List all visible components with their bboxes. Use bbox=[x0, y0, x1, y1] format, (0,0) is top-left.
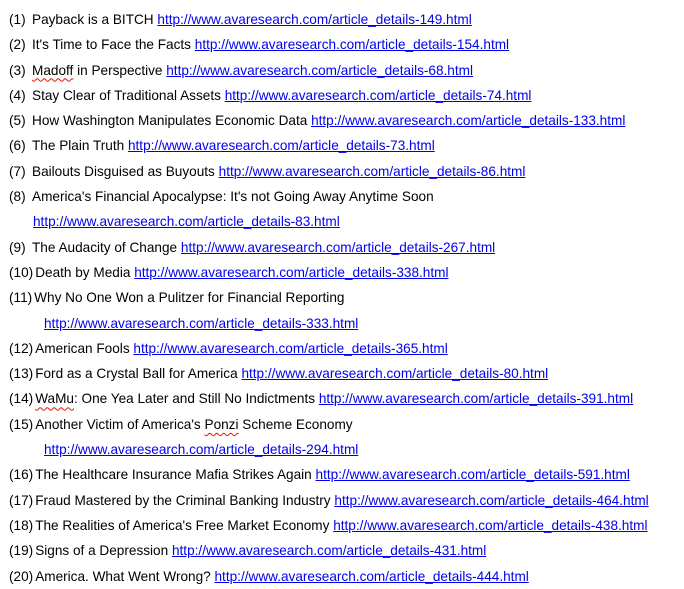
article-title bbox=[34, 290, 344, 305]
title-text: Fraud Mastered by the Criminal Banking Industry bbox=[35, 492, 331, 508]
misspelled-word: Madoff bbox=[32, 62, 74, 78]
title-text: Another Victim of America's bbox=[35, 416, 205, 432]
article-url-row bbox=[9, 311, 684, 336]
article-row bbox=[9, 462, 684, 487]
item-number: (1) bbox=[9, 12, 26, 27]
item-number: (4) bbox=[9, 87, 26, 103]
article-title bbox=[35, 467, 312, 482]
item-number: (7) bbox=[9, 163, 26, 179]
misspelled-word: Ponzi bbox=[204, 416, 239, 432]
item-number: (18) bbox=[9, 517, 34, 533]
article-row bbox=[9, 184, 684, 209]
article-link[interactable]: http://www.avaresearch.com/article_details-438.html bbox=[333, 517, 648, 533]
article-link[interactable]: http://www.avaresearch.com/article_details-338.html bbox=[134, 264, 449, 280]
item-number: (12) bbox=[9, 340, 34, 356]
title-text: Stay Clear of Traditional Assets bbox=[32, 87, 221, 103]
article-row bbox=[9, 58, 684, 83]
article-link[interactable]: http://www.avaresearch.com/article_details-267.html bbox=[180, 239, 496, 255]
article-title bbox=[35, 391, 315, 406]
article-row bbox=[9, 488, 684, 513]
article-link[interactable]: http://www.avaresearch.com/article_details-133.html bbox=[311, 113, 626, 129]
article-row bbox=[9, 83, 684, 108]
article-link[interactable]: http://www.avaresearch.com/article_details-591.html bbox=[315, 467, 630, 483]
article-title bbox=[35, 265, 130, 280]
article-row bbox=[9, 159, 684, 184]
article-link[interactable]: http://www.avaresearch.com/article_details-333.html bbox=[44, 315, 359, 331]
article-link[interactable]: http://www.avaresearch.com/article_details-464.html bbox=[334, 492, 649, 508]
title-text: Signs of a Depression bbox=[35, 543, 169, 559]
item-number: (20) bbox=[9, 568, 34, 584]
item-number: (3) bbox=[9, 62, 26, 78]
article-title bbox=[32, 88, 221, 103]
title-text: The Healthcare Insurance Mafia Strikes Again bbox=[35, 467, 312, 483]
article-title bbox=[32, 138, 124, 153]
title-text: America's Financial Apocalypse: It's not Going Away Anytime Soon bbox=[32, 189, 434, 205]
article-link[interactable]: http://www.avaresearch.com/article_details-365.html bbox=[133, 340, 448, 356]
article-row bbox=[9, 7, 684, 32]
item-number: (9) bbox=[9, 239, 26, 255]
item-number: (17) bbox=[9, 492, 34, 508]
article-row bbox=[9, 564, 684, 589]
title-text: Ford as a Crystal Ball for America bbox=[35, 366, 238, 382]
article-title bbox=[32, 240, 177, 255]
title-text: How Washington Manipulates Economic Data bbox=[32, 113, 308, 129]
article-title bbox=[32, 12, 154, 27]
item-number: (2) bbox=[9, 37, 26, 53]
article-title bbox=[35, 417, 352, 432]
misspelled-word: WaMu bbox=[35, 391, 74, 407]
item-number: (5) bbox=[9, 113, 26, 129]
article-url-row bbox=[9, 437, 684, 462]
title-text: American Fools bbox=[35, 340, 130, 356]
article-row bbox=[9, 32, 684, 57]
title-text: America. What Went Wrong? bbox=[35, 568, 211, 584]
item-number: (11) bbox=[9, 290, 33, 306]
article-link[interactable]: http://www.avaresearch.com/article_details-391.html bbox=[318, 391, 634, 407]
item-number: (6) bbox=[9, 138, 26, 154]
article-title bbox=[35, 493, 330, 508]
article-row bbox=[9, 285, 684, 310]
article-link[interactable]: http://www.avaresearch.com/article_details-73.html bbox=[127, 138, 435, 154]
article-row bbox=[9, 412, 684, 437]
article-row bbox=[9, 235, 684, 260]
article-title bbox=[35, 341, 129, 356]
title-text: The Audacity of Change bbox=[32, 239, 178, 255]
article-row bbox=[9, 513, 684, 538]
title-text: The Plain Truth bbox=[32, 138, 125, 154]
title-text: It's Time to Face the Facts bbox=[32, 37, 191, 53]
title-text: : One Yea Later and Still No Indictments bbox=[73, 391, 316, 407]
article-row bbox=[9, 108, 684, 133]
article-title bbox=[35, 543, 168, 558]
title-text: in Perspective bbox=[73, 62, 163, 78]
article-row bbox=[9, 386, 684, 411]
item-number: (16) bbox=[9, 467, 34, 483]
article-row bbox=[9, 133, 684, 158]
article-link[interactable]: http://www.avaresearch.com/article_details-431.html bbox=[171, 543, 487, 559]
item-number: (8) bbox=[9, 189, 26, 205]
article-title bbox=[32, 164, 215, 179]
item-number: (19) bbox=[9, 543, 34, 559]
title-text: Bailouts Disguised as Buyouts bbox=[32, 163, 215, 179]
article-link[interactable]: http://www.avaresearch.com/article_details-294.html bbox=[44, 442, 359, 458]
article-link[interactable]: http://www.avaresearch.com/article_details-68.html bbox=[166, 62, 473, 78]
article-row bbox=[9, 260, 684, 285]
item-number: (15) bbox=[9, 416, 34, 432]
item-number: (13) bbox=[9, 366, 34, 382]
item-number: (14) bbox=[9, 391, 34, 407]
article-title bbox=[35, 569, 211, 584]
article-title bbox=[32, 113, 307, 128]
title-text: Why No One Won a Pulitzer for Financial Reporting bbox=[34, 290, 345, 306]
article-title bbox=[35, 518, 329, 533]
article-row bbox=[9, 361, 684, 386]
title-text: Death by Media bbox=[35, 264, 131, 280]
article-title bbox=[35, 366, 237, 381]
article-title bbox=[32, 63, 162, 78]
article-link[interactable]: http://www.avaresearch.com/article_details-80.html bbox=[241, 366, 549, 382]
article-link[interactable]: http://www.avaresearch.com/article_details-83.html bbox=[33, 214, 340, 230]
article-link[interactable]: http://www.avaresearch.com/article_details-149.html bbox=[157, 12, 472, 27]
title-text: Payback is a BITCH bbox=[32, 12, 154, 27]
article-link[interactable]: http://www.avaresearch.com/article_details-154.html bbox=[194, 37, 510, 53]
article-row bbox=[9, 538, 684, 563]
article-title bbox=[32, 37, 191, 52]
article-link[interactable]: http://www.avaresearch.com/article_details-444.html bbox=[214, 568, 529, 584]
article-link[interactable]: http://www.avaresearch.com/article_details-86.html bbox=[218, 163, 526, 179]
article-title bbox=[32, 189, 434, 204]
article-link[interactable]: http://www.avaresearch.com/article_details-74.html bbox=[224, 87, 532, 103]
article-row bbox=[9, 336, 684, 361]
article-url-row bbox=[9, 209, 684, 234]
title-text: Scheme Economy bbox=[238, 416, 353, 432]
item-number: (10) bbox=[9, 264, 34, 280]
title-text: The Realities of America's Free Market Economy bbox=[35, 517, 330, 533]
